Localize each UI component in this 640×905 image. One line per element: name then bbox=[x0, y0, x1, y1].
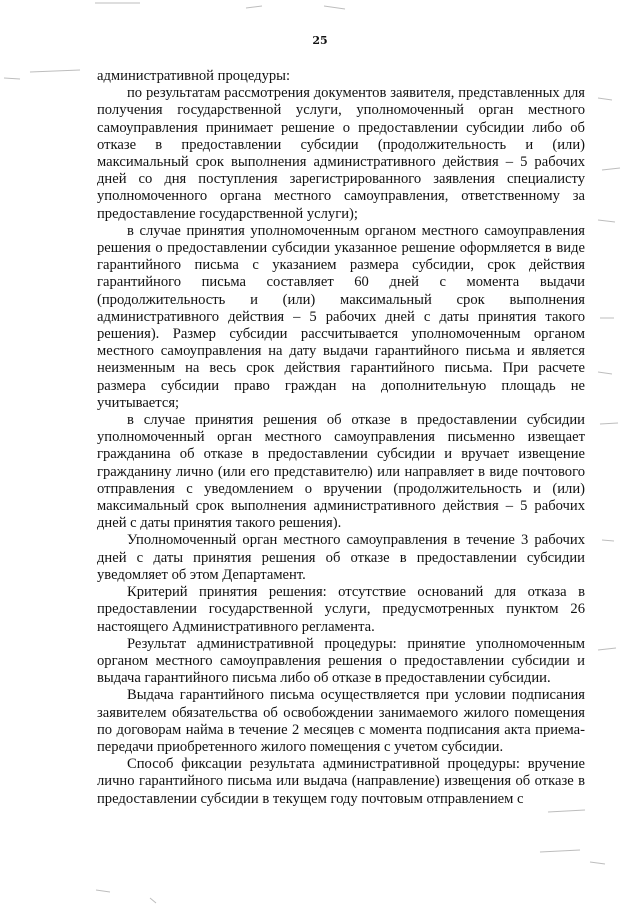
paragraph-department-notice: Уполномоченный орган местного самоуправления в течение 3 рабочих дней с даты принятия решения об отказе в предоставлении субсидии уведомляет об этом Департамент. bbox=[97, 532, 585, 583]
paragraph-decision-criterion: Критерий принятия решения: отсутствие оснований для отказа в предоставлении государственной услуги, предусмотренных пунктом 26 настоящего Административного регламента. bbox=[97, 584, 585, 635]
paragraph-review-results: по результатам рассмотрения документов заявителя, представленных для получения государственной услуги, уполномоченный орган местного самоуправления принимает решение о предоставлении субсидии либо об отказе в предоставлении субсидии (продолжительность и (или) максимальный срок выполнения административного действия – 5 рабочих дней со дня поступления зарегистрированного заявления специалисту уполномоченного органа местного самоуправления, ответственному за предоставление государственной услуги); bbox=[97, 85, 585, 222]
paragraph-guarantee-letter-conditions: Выдача гарантийного письма осуществляется при условии подписания заявителем обязательства об освобождении занимаемого жилого помещения по договорам найма в течение 2 месяцев с момента подписания акта приема-передачи приобретенного жилого помещения с учетом субсидии. bbox=[97, 687, 585, 755]
paragraph-procedure-tail: административной процедуры: bbox=[97, 68, 291, 84]
paragraph-refusal-decision: в случае принятия решения об отказе в предоставлении субсидии уполномоченный орган местного самоуправления письменно извещает гражданина об отказе в предоставлении субсидии и вручает извещение гражданину лично (или его представителю) или направляет в виде почтового отправления с уведомлением о вручении (продолжительность и (или) максимальный срок выполнения административного действия – 5 рабочих дней с даты принятия такого решения). bbox=[97, 412, 585, 532]
paragraph-procedure-result: Результат административной процедуры: принятие уполномоченным органом местного самоуправления решения о предоставлении субсидии и выдача гарантийного письма либо об отказе в предоставлении субсидии. bbox=[97, 635, 585, 687]
body-text bbox=[97, 68, 585, 808]
paragraph-grant-decision: в случае принятия уполномоченным органом местного самоуправления решения о предоставлении субсидии указанное решение оформляется в виде гарантийного письма с указанием размера субсидии, срок действия гарантийного письма составляет 60 дней с момента выдачи (продолжительность и (или) максимальный срок выполнения административного действия – 5 рабочих дней с даты принятия такого решения). Размер субсидии рассчитывается уполномоченным органом местного самоуправления на дату выдачи гарантийного письма и является неизменным на весь срок действия гарантийного письма. При расчете размера субсидии право граждан на дополнительную площадь не учитывается; bbox=[97, 222, 585, 411]
page-number: 25 bbox=[312, 34, 328, 47]
paragraph-result-recording: Способ фиксации результата административной процедуры: вручение лично гарантийного письма или выдача (направление) извещения об отказе в предоставлении субсидии в текущем году почтовым отправлением с bbox=[97, 756, 585, 807]
